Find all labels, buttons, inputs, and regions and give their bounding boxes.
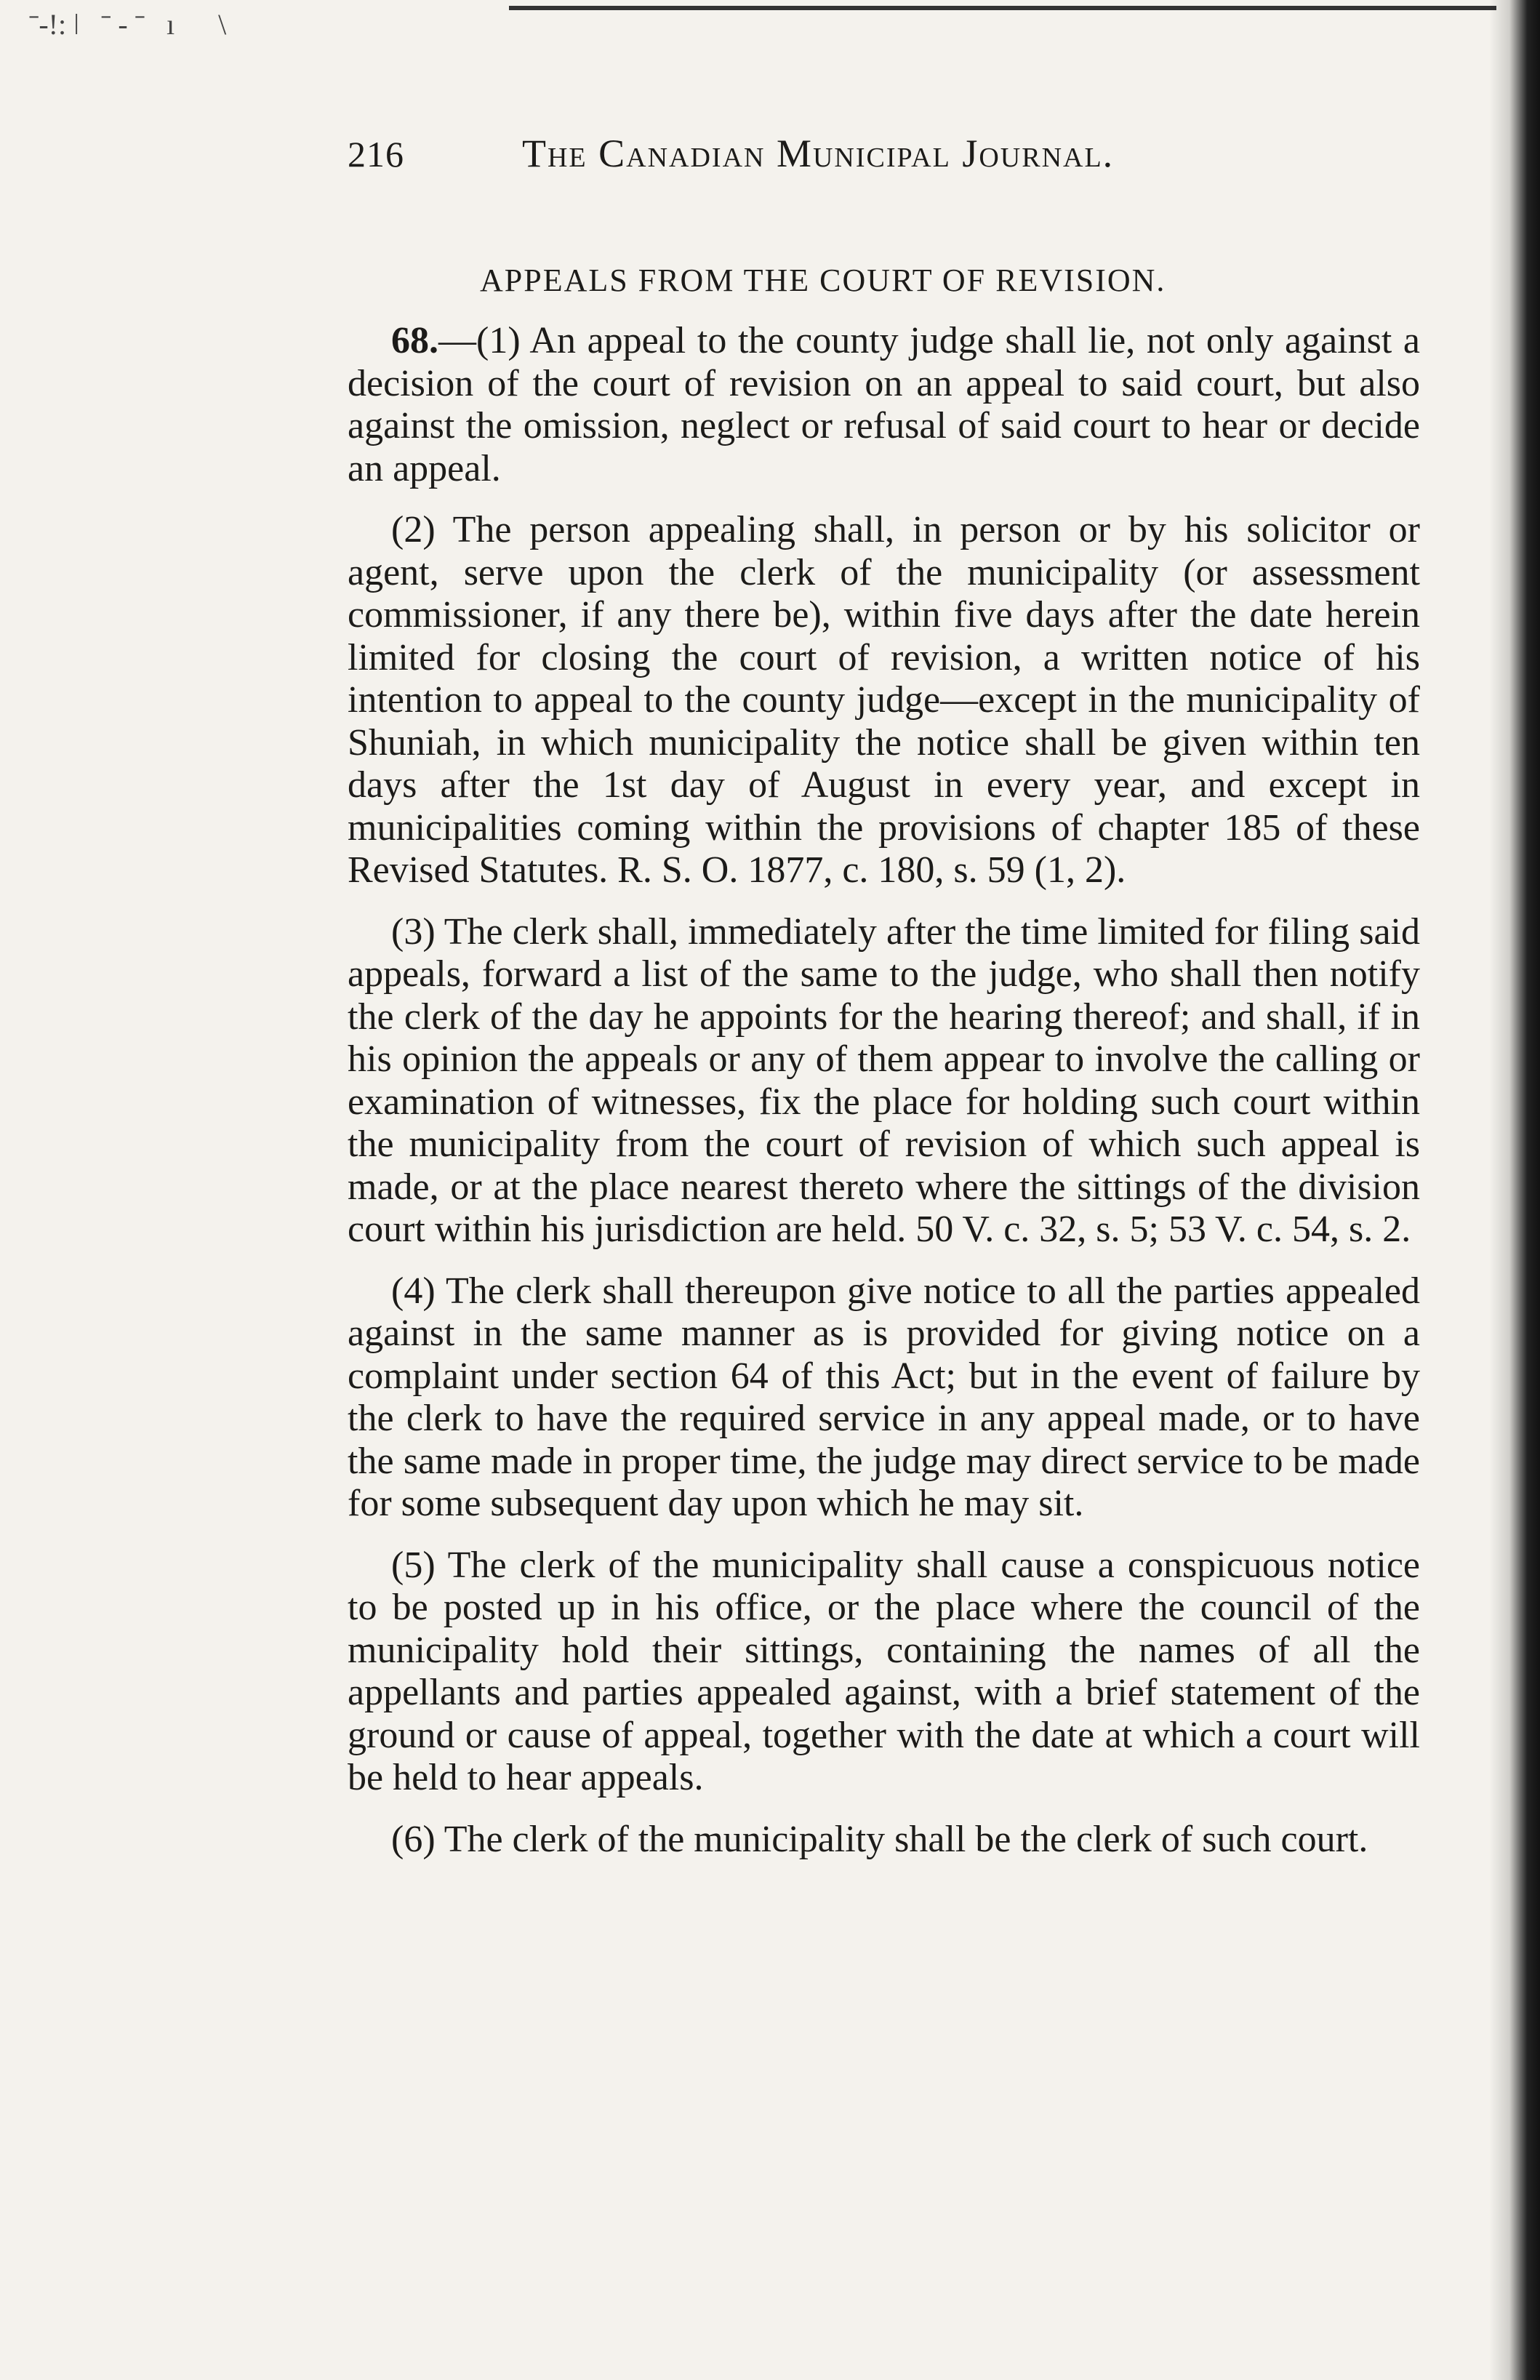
journal-title: The Canadian Municipal Journal. [522, 132, 1115, 175]
paragraph-5 [348, 1544, 1420, 1800]
paragraph-text: (3) The clerk shall, immediately after the time limited for filing said appeals, forward a list of the same to the judge, who shall then notify the clerk of the day he appoints for the hearing thereof; and shall, if in his opinion the appeals or any of them appear to involve the calling or examination of witnesses, fix the place for holding such court within the municipality from the court of revision of which such appeal is made, or at the place nearest thereto where the sittings of the division court within his jurisdiction are held. 50 V. c. 32, s. 5; 53 V. c. 54, s. 2. [348, 910, 1420, 1250]
paragraph-3 [348, 911, 1420, 1251]
page-top-rule [509, 6, 1496, 10]
page-edge-shadow [1489, 0, 1540, 2380]
paragraph-text: (6) The clerk of the municipality shall be the clerk of such court. [391, 1818, 1368, 1860]
scan-artifact-marks: ˉ‑!: ǀ ˉ ‑ ˉ ı \ [29, 8, 227, 41]
page-number: 216 [348, 134, 404, 175]
paragraph-4 [348, 1270, 1420, 1526]
paragraph-text: (2) The person appealing shall, in person or by his solicitor or agent, serve upon the clerk of the municipality (or assessment commissioner, if any there be), within five days after the date herein limited for closing the court of revision, a written notice of his intention to appeal to the county judge—except in the municipality of Shuniah, in which municipality the notice shall be given within ten days after the 1st day of August in every year, and except in municipalities coming within the provisions of chapter 185 of these Revised Statutes. R. S. O. 1877, c. 180, s. 59 (1, 2). [348, 509, 1420, 891]
section-heading: APPEALS FROM THE COURT OF REVISION. [480, 263, 1166, 298]
paragraph-text: (5) The clerk of the municipality shall cause a conspicuous notice to be posted up in his office, or the place where the council of the municipality hold their sittings, containing the names of all the appellants and parties appealed against, with a brief statement of the ground or cause of appeal, together with the date at which a court will be held to hear appeals. [348, 1544, 1420, 1798]
paragraph-text: —(1) An appeal to the county judge shall lie, not only against a decision of the court of revision on an appeal to said court, but also against the omission, neglect or refusal of said court to hear or decide an appeal. [348, 320, 1420, 489]
paragraph-2 [348, 509, 1420, 892]
running-header [348, 131, 1424, 176]
paragraph-text: (4) The clerk shall thereupon give notice to all the parties appealed against in the same manner as is provided for giving notice on a complaint under section 64 of this Act; but in the event of failure by the clerk to have the required service in any appeal made, or to have the same made in proper time, the judge may direct service to be made for some subsequent day upon which he may sit. [348, 1270, 1420, 1524]
section-number: 68. [391, 320, 438, 361]
paragraph-6 [348, 1819, 1420, 1862]
article-body [348, 320, 1420, 1861]
paragraph-1 [348, 320, 1420, 490]
